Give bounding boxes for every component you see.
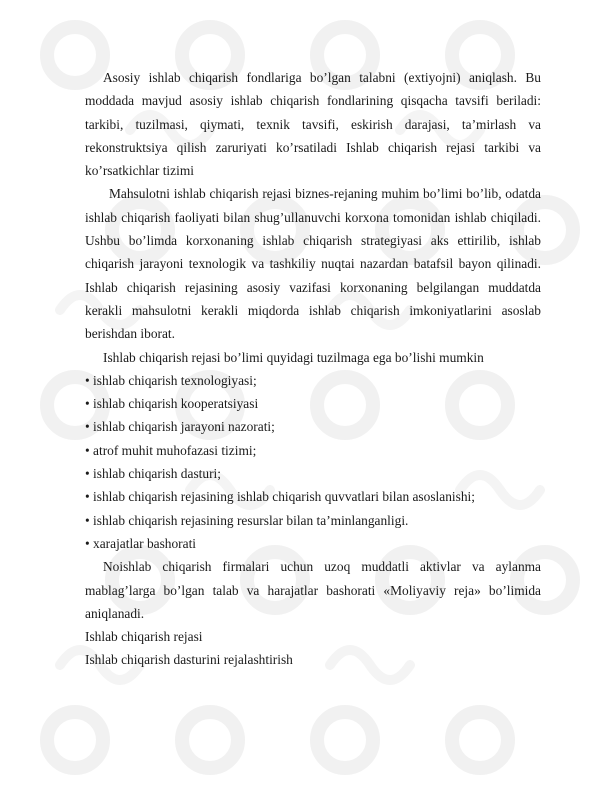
structure-bullet-list [85, 369, 541, 555]
list-item: • ishlab chiqarish kooperatsiyasi [85, 392, 541, 415]
list-item: • ishlab chiqarish texnologiyasi; [85, 369, 541, 392]
list-item: • atrof muhit muhofazasi tizimi; [85, 439, 541, 462]
document-body [85, 66, 541, 672]
heading-dasturini-rejalashtirish: Ishlab chiqarish dasturini rejalashtirish [85, 652, 293, 668]
list-item: • ishlab chiqarish dasturi; [85, 462, 541, 485]
list-item: • ishlab chiqarish jarayoni nazorati; [85, 415, 541, 438]
paragraph-moliyaviy-reja: Noishlab chiqarish firmalari uchun uzoq muddatli aktivlar va aylanma mablag’larga bo’lgan talab va harajatlar bashorati «Moliyaviy reja» bo’limida aniqlanadi. [85, 559, 541, 621]
paragraph-asosiy-fondlar: Asosiy ishlab chiqarish fondlariga bo’lgan talabni (extiyojni) aniqlash. Bu moddada mavjud asosiy ishlab chiqarish fondlarining qisqacha tavsifi beriladi: tarkibi, tuzilmasi, qiymati, texnik tavsifi, eskirish darajasi, ta’mirlash va rekonstruktsiya qilish zaruriyati ko’rsatiladi Ishlab chiqarish rejasi tarkibi va ko’rsatkichlar tizimi [85, 70, 541, 179]
list-intro: Ishlab chiqarish rejasi bo’limi quyidagi tuzilmaga ega bo’lishi mumkin [103, 349, 484, 365]
list-item: • ishlab chiqarish rejasining resurslar bilan ta’minlanganligi. [85, 509, 541, 532]
list-item: • xarajatlar bashorati [85, 532, 541, 555]
list-item: • ishlab chiqarish rejasining ishlab chiqarish quvvatlari bilan asoslanishi; [85, 485, 541, 508]
paragraph-ishlab-chiqarish-rejasi: Mahsulotni ishlab chiqarish rejasi biznes-rejaning muhim bo’limi bo’lib, odatda ishlab chiqarish faoliyati bilan shug’ullanuvchi korxona tomonidan ishlab chiqiladi. Ushbu bo’limda korxonaning ishlab chiqarish strategiyasi aks ettirilib, ishlab chiqarish jarayoni texnologik va tashkiliy nuqtai nazardan batafsil bayon qilinadi. Ishlab chiqarish rejasining asosiy vazifasi korxonaning belgilangan muddatda kerakli mahsulotni kerakli miqdorda ishlab chiqarish imkoniyatlarini asoslab berishdan iborat. [85, 186, 541, 342]
heading-ishlab-chiqarish-rejasi: Ishlab chiqarish rejasi [85, 629, 203, 645]
